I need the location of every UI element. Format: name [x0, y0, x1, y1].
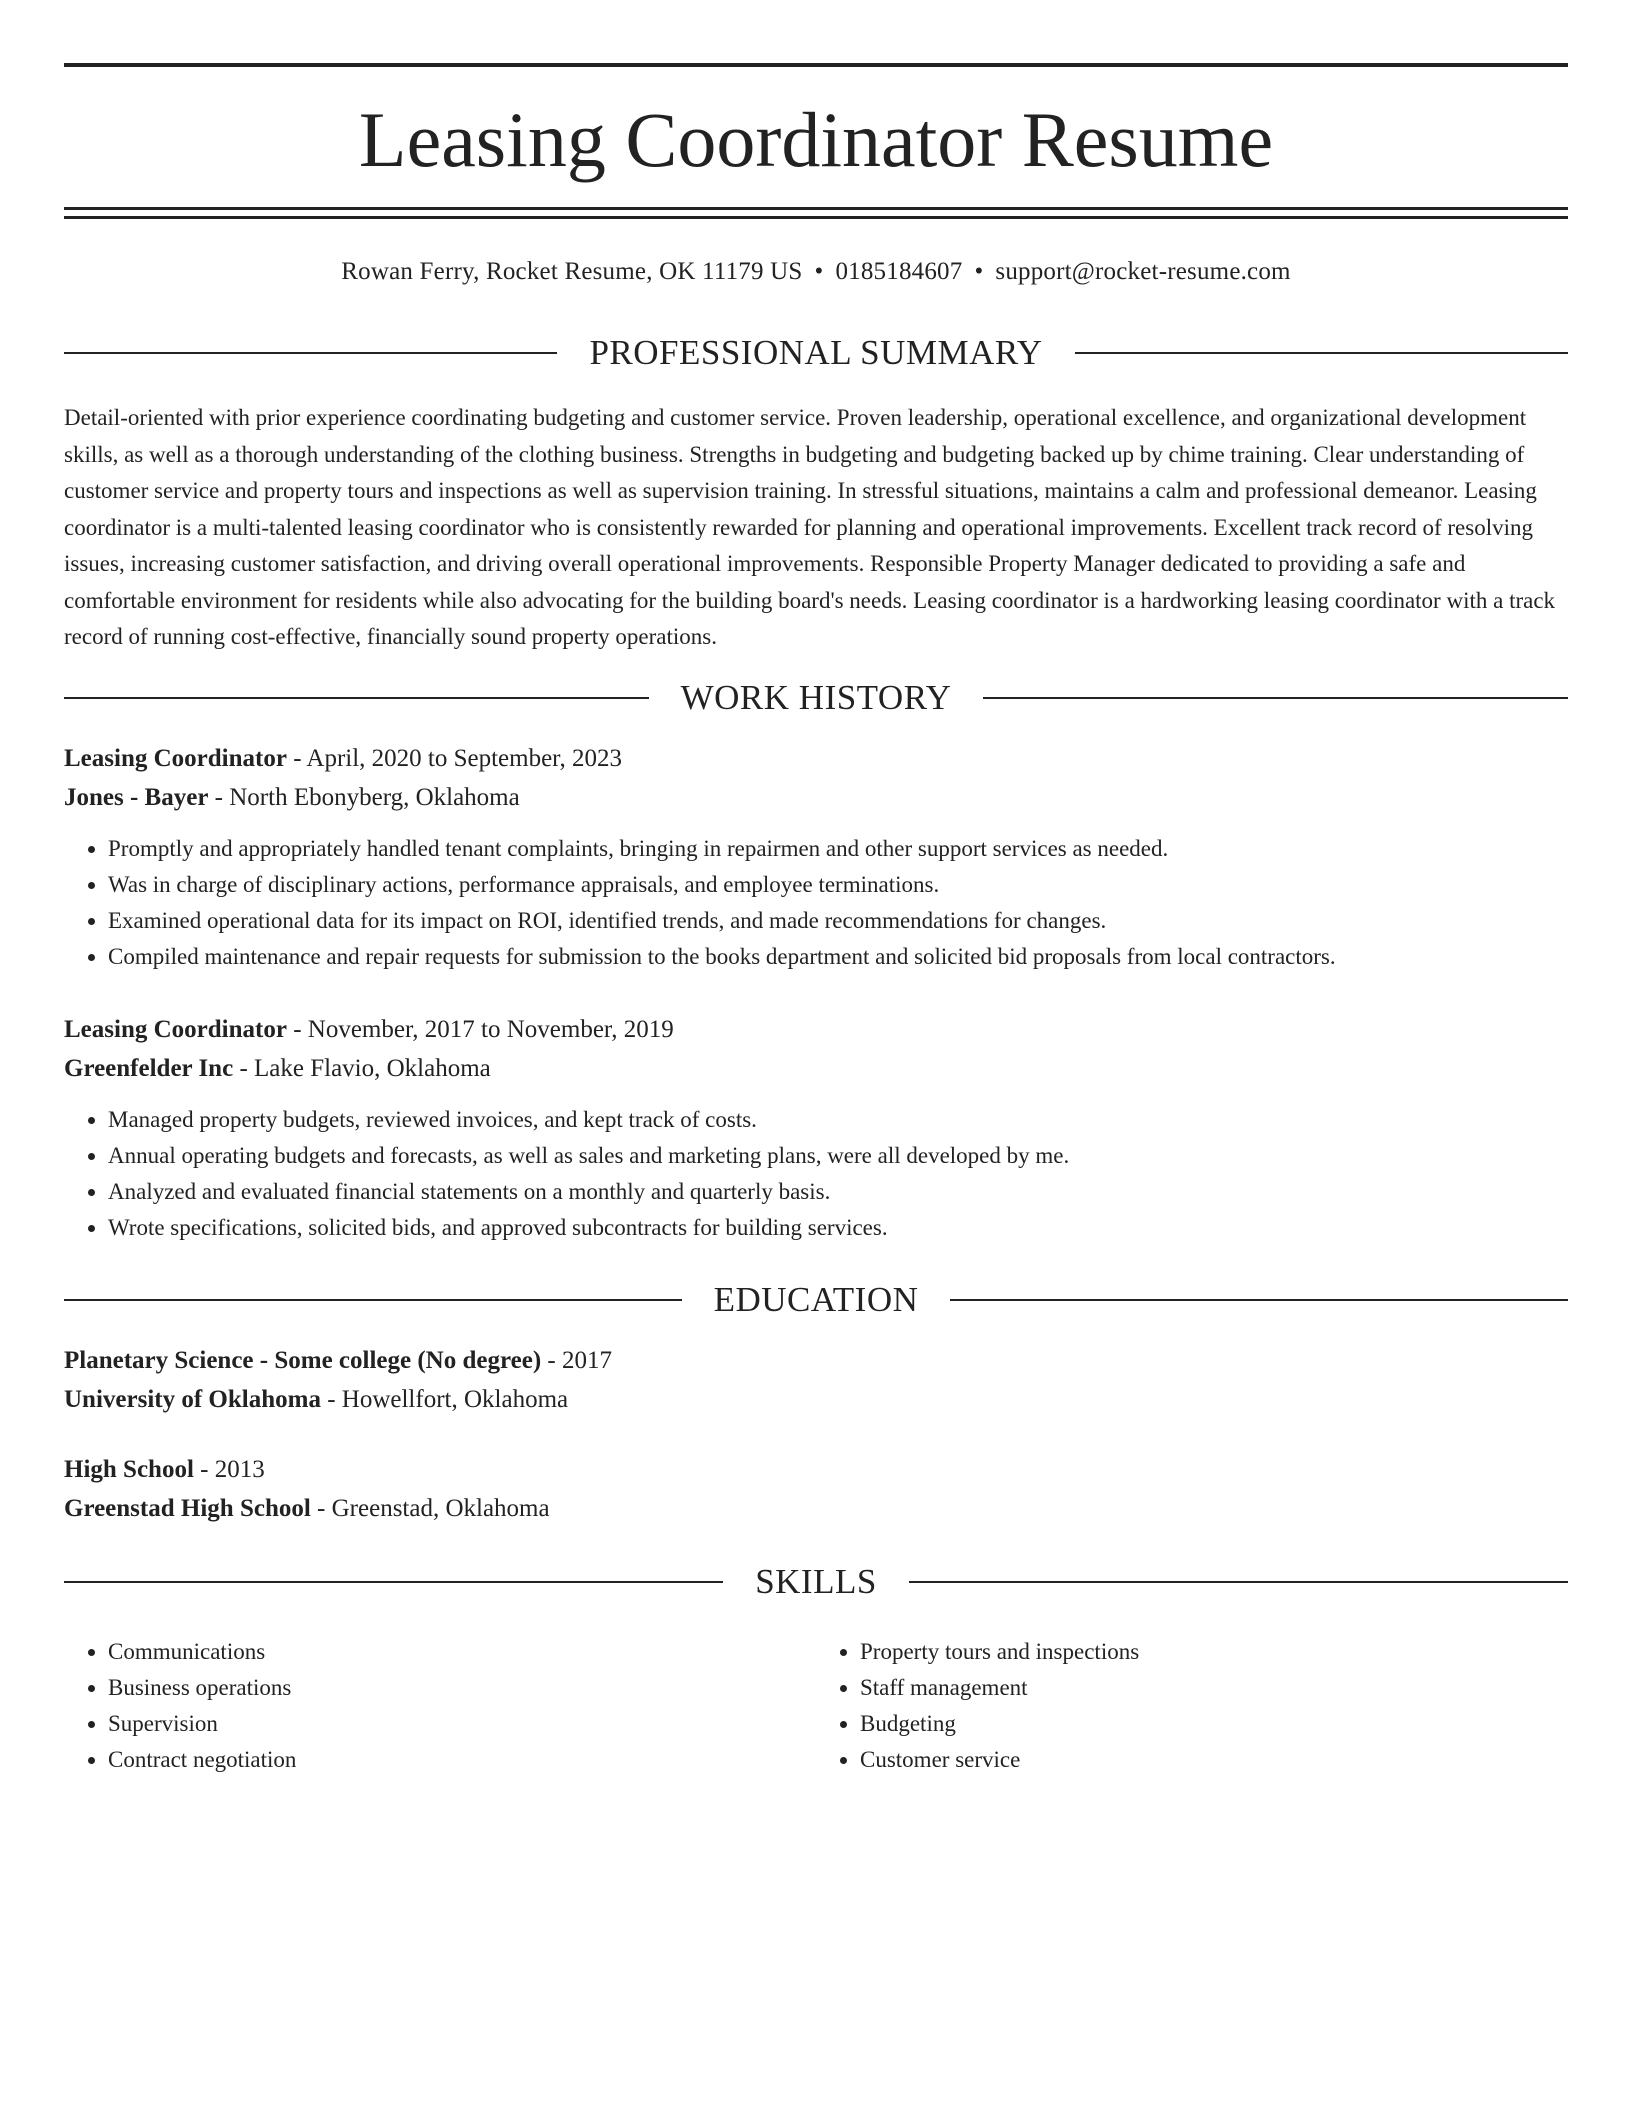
education-location: - Greenstad, Oklahoma: [310, 1494, 550, 1522]
education-degree: High School: [64, 1456, 194, 1483]
job-dates: - April, 2020 to September, 2023: [286, 745, 623, 772]
education-section-header: [64, 1278, 1568, 1322]
list-item: • Managed property budgets, reviewed invoices, and kept track of costs.: [108, 1102, 1568, 1138]
section-rule: [64, 1581, 723, 1583]
section-rule: [1075, 352, 1568, 354]
education-year: - 2013: [193, 1456, 265, 1483]
top-rule: [64, 63, 1568, 67]
education-school-row: [64, 1381, 1568, 1420]
section-rule: [983, 697, 1568, 699]
skills-heading: SKILLS: [755, 1562, 877, 1601]
education-school: Greenstad High School: [64, 1494, 311, 1522]
skills-column-right: [816, 1634, 1568, 1778]
section-rule: [64, 352, 557, 354]
summary-section-header: [64, 331, 1568, 375]
job-role: Leasing Coordinator: [64, 1016, 287, 1043]
professional-summary: Detail-oriented with prior experience coordinating budgeting and customer service. Proven leadership, operational excellence, and organizational development skills, as well as a thorough understanding of the clothing business. Strengths in budgeting and budgeting backed up by chime training. Clear understanding of customer service and property tours and inspections as well as supervision training. In stressful situations, maintains a calm and professional demeanor. Leasing coordinator is a multi-talented leasing coordinator who is consistently rewarded for planning and operational improvements. Excellent track record of resolving issues, increasing customer satisfaction, and driving overall operational improvements. Responsible Property Manager dedicated to providing a safe and comfortable environment for residents while also advocating for the building board's needs. Leasing coordinator is a hardworking leasing coordinator with a track record of running cost-effective, financially sound property operations.: [64, 405, 1556, 649]
job-company: Greenfelder Inc: [64, 1054, 234, 1082]
work-company-row: [64, 1050, 1568, 1089]
contact-email: support@rocket-resume.com: [995, 258, 1291, 285]
education-location: - Howellfort, Oklahoma: [320, 1385, 569, 1413]
contact-separator: •: [974, 258, 984, 285]
title-double-rule: [64, 207, 1568, 219]
education-entry: [64, 1342, 1568, 1419]
contact-line: [64, 252, 1568, 292]
section-rule: [909, 1581, 1568, 1583]
work-title-row: [64, 1011, 1568, 1050]
work-section-header: [64, 676, 1568, 720]
education-entry: [64, 1451, 1568, 1528]
resume-title: Leasing Coordinator Resume: [358, 96, 1274, 183]
education-degree-row: [64, 1451, 1568, 1490]
job-location: - Lake Flavio, Oklahoma: [233, 1054, 491, 1082]
education-year: - 2017: [541, 1347, 612, 1374]
education-heading: EDUCATION: [713, 1280, 919, 1319]
education-degree-row: [64, 1342, 1568, 1381]
list-item: • Staff management: [860, 1670, 1568, 1706]
list-item: • Compiled maintenance and repair requests for submission to the books department and solicited bid proposals from local contractors.: [108, 939, 1568, 975]
list-item: • Annual operating budgets and forecasts, as well as sales and marketing plans, were all developed by me.: [108, 1138, 1568, 1174]
work-entry: [64, 1011, 1568, 1246]
job-location: - North Ebonyberg, Oklahoma: [208, 783, 520, 811]
list-item: • Analyzed and evaluated financial statements on a monthly and quarterly basis.: [108, 1174, 1568, 1210]
work-bullets: [64, 1102, 1568, 1246]
education-school-row: [64, 1490, 1568, 1529]
skills-list: [64, 1634, 1568, 1778]
work-bullets: [64, 831, 1568, 975]
section-rule: [64, 697, 649, 699]
list-item: • Wrote specifications, solicited bids, and approved subcontracts for building services.: [108, 1210, 1568, 1246]
work-entry: [64, 740, 1568, 975]
list-item: • Promptly and appropriately handled tenant complaints, bringing in repairmen and other support services as needed.: [108, 831, 1568, 867]
education-school: University of Oklahoma: [64, 1385, 321, 1413]
list-item: • Business operations: [108, 1670, 816, 1706]
work-company-row: [64, 779, 1568, 818]
list-item: • Communications: [108, 1634, 816, 1670]
section-rule: [64, 1299, 682, 1301]
section-rule: [950, 1299, 1568, 1301]
list-item: • Was in charge of disciplinary actions, performance appraisals, and employee terminations.: [108, 867, 1568, 903]
list-item: • Property tours and inspections: [860, 1634, 1568, 1670]
work-title-row: [64, 740, 1568, 779]
job-dates: - November, 2017 to November, 2019: [286, 1016, 674, 1043]
list-item: • Contract negotiation: [108, 1742, 816, 1778]
job-company: Jones - Bayer: [64, 783, 209, 811]
skills-section-header: [64, 1560, 1568, 1604]
summary-heading: PROFESSIONAL SUMMARY: [589, 333, 1043, 372]
job-role: Leasing Coordinator: [64, 745, 287, 772]
skills-column-left: [64, 1634, 816, 1778]
list-item: • Examined operational data for its impact on ROI, identified trends, and made recommendations for changes.: [108, 903, 1568, 939]
list-item: • Customer service: [860, 1742, 1568, 1778]
contact-separator: •: [814, 258, 824, 285]
education-degree: Planetary Science - Some college (No degree): [64, 1347, 542, 1374]
contact-phone: 0185184607: [835, 258, 963, 285]
list-item: • Supervision: [108, 1706, 816, 1742]
work-heading: WORK HISTORY: [680, 678, 952, 717]
list-item: • Budgeting: [860, 1706, 1568, 1742]
contact-address: Rowan Ferry, Rocket Resume, OK 11179 US: [341, 258, 803, 285]
